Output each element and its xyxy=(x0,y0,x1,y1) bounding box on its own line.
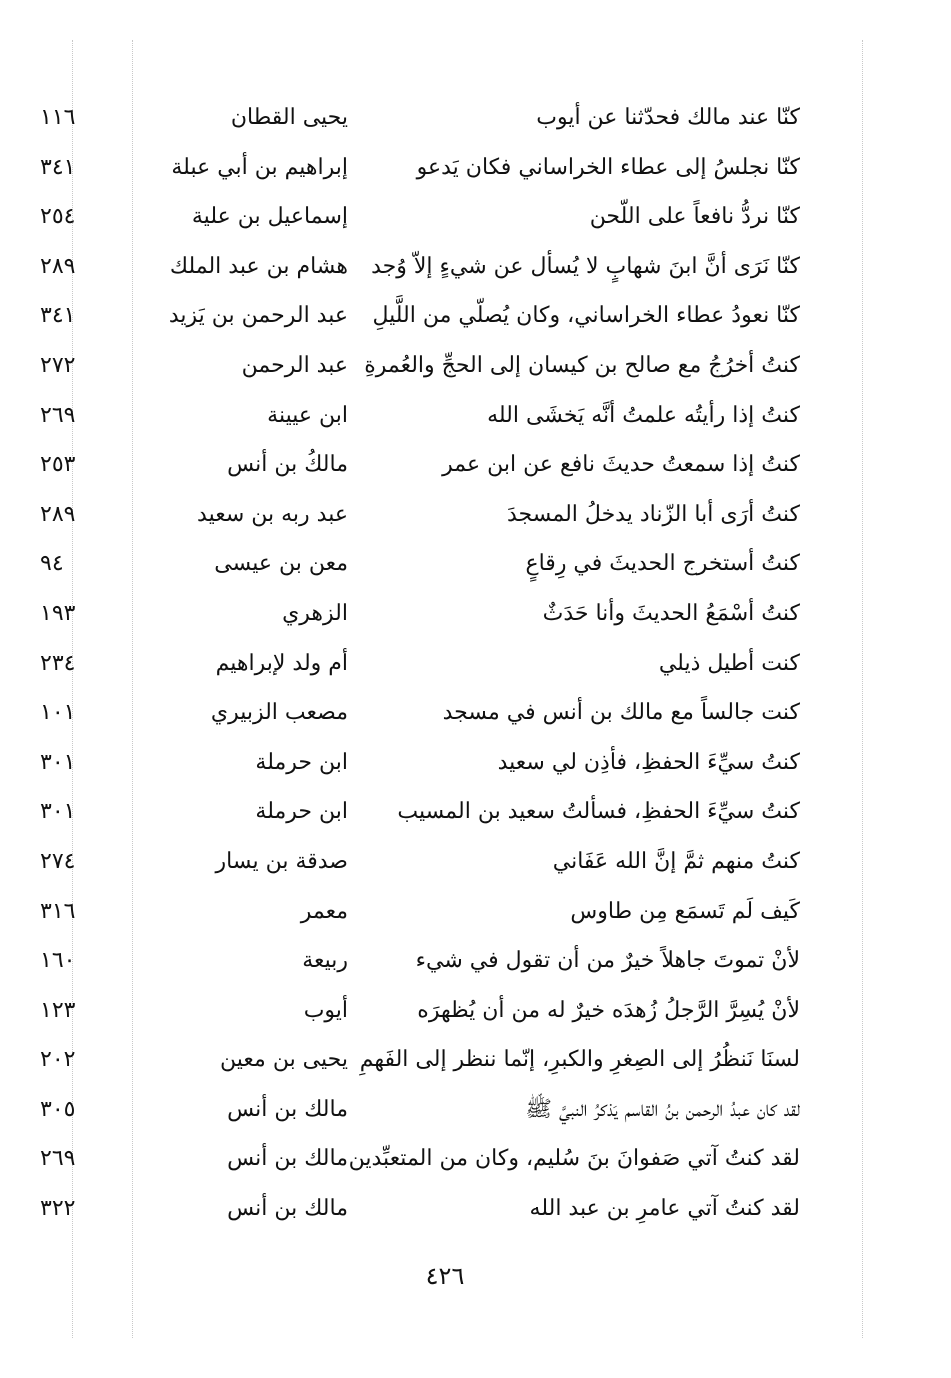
index-row xyxy=(40,936,800,986)
index-row xyxy=(40,1134,800,1184)
index-row xyxy=(40,143,800,193)
quote-text: كَيف لَم تَسمَع مِن طاوس xyxy=(570,898,800,924)
quote-text: كنّا نَرَى أنَّ ابنَ شهابٍ لا يُسأل عن شيءٍ إلاّ وُجد xyxy=(371,253,800,279)
page-reference: ٣٠٥ xyxy=(40,1096,76,1122)
narrator-name: عبد ربه بن سعيد xyxy=(197,501,348,527)
narrator-name: هشام بن عبد الملك xyxy=(169,253,348,279)
page-reference: ٢٣٤ xyxy=(40,650,76,676)
page-reference: ٩٤ xyxy=(40,551,64,577)
index-row xyxy=(40,887,800,937)
quote-text: كنتُ أرَى أبا الزّناد يدخلُ المسجدَ xyxy=(507,501,800,527)
narrator-name: يحيى القطان xyxy=(230,105,348,130)
narrator-name: مالك بن أنس xyxy=(227,1096,348,1122)
index-row xyxy=(40,1035,800,1085)
page-reference: ٢٥٣ xyxy=(40,452,76,478)
narrator-name: ابن حرملة xyxy=(255,799,348,825)
index-row xyxy=(40,1085,800,1135)
page-reference: ٢٨٩ xyxy=(40,501,76,527)
index-row xyxy=(40,589,800,639)
quote-text: كنتُ منهم ثمَّ إنَّ الله عَفَاني xyxy=(552,848,800,874)
page-reference: ١١٦ xyxy=(40,105,76,130)
page-reference: ٢٦٩ xyxy=(40,1146,76,1172)
quote-text: كنتُ أخرُجُ مع صالح بن كيسان إلى الحجِّ والعُمرةِ xyxy=(364,352,800,378)
index-table xyxy=(40,93,800,1234)
page-reference: ١٢٣ xyxy=(40,997,76,1023)
quote-text: لأنْ يُسِرَّ الرَّجلُ زُهدَه خيرٌ له من أن يُظهرَه xyxy=(417,997,800,1023)
index-row xyxy=(40,539,800,589)
index-row xyxy=(40,787,800,837)
narrator-name: مالكُ بن أنس xyxy=(227,452,348,478)
narrator-name: عبد الرحمن xyxy=(241,352,348,378)
narrator-name: ابن عيينة xyxy=(267,402,348,428)
narrator-name: مصعب الزبيري xyxy=(210,700,348,726)
index-row xyxy=(40,440,800,490)
narrator-name: ابن حرملة xyxy=(255,749,348,775)
quote-text: كنّا نردُّ نافعاً على اللّحن xyxy=(589,204,800,230)
quote-text: لقد كنتُ آتي عامرِ بن عبد الله xyxy=(529,1196,800,1222)
page-reference: ٢٠٢ xyxy=(40,1047,76,1073)
quote-text: كنتُ إذا سمعتُ حديثَ نافع عن ابن عمر xyxy=(442,452,800,478)
page-reference: ٣١٦ xyxy=(40,898,76,924)
page-number: ٤٢٦ xyxy=(425,1262,465,1290)
index-row xyxy=(40,837,800,887)
page-reference: ٢٦٩ xyxy=(40,402,76,428)
index-row xyxy=(40,93,800,143)
index-row xyxy=(40,291,800,341)
index-row xyxy=(40,490,800,540)
narrator-name: أيوب xyxy=(303,997,348,1023)
page-reference: ٣٢٢ xyxy=(40,1196,76,1222)
page-reference: ٣٠١ xyxy=(40,749,76,775)
quote-text: كنتُ إذا رأيتُه علمتُ أنَّه يَخشَى الله xyxy=(487,402,800,428)
margin-rule xyxy=(862,40,863,1338)
quote-text: لقد كنتُ آتي صَفوانَ بنَ سُليم، وكان من المتعبِّدين xyxy=(348,1146,800,1172)
quote-text: كنّا عند مالك فحدّثنا عن أيوب xyxy=(536,105,800,130)
page-reference: ٢٧٢ xyxy=(40,352,76,378)
narrator-name: صدقة بن يسار xyxy=(215,848,348,874)
quote-text: لسنَا نَنظُرُ إلى الصِغرِ والكبرِ، إنّما ننظر إلى الفَهمِ xyxy=(359,1047,800,1073)
quote-text: لأنْ تموتَ جاهلاً خيرٌ من أن تقول في شيء xyxy=(415,948,800,974)
narrator-name: مالك بن أنس xyxy=(227,1196,348,1222)
index-row xyxy=(40,738,800,788)
narrator-name: ربيعة xyxy=(302,948,348,974)
page-reference: ١٩٣ xyxy=(40,600,76,626)
quote-text: كنتُ سيِّءَ الحفظِ، فأذِن لي سعيد xyxy=(497,749,800,775)
page-reference: ١٦٠ xyxy=(40,948,76,974)
narrator-name: معن بن عيسى xyxy=(214,551,348,577)
page-reference: ٣٠١ xyxy=(40,799,76,825)
narrator-name: يحيى بن معين xyxy=(220,1047,348,1073)
index-row xyxy=(40,341,800,391)
index-row xyxy=(40,986,800,1036)
quote-text: كنتُ أسْمَعُ الحديثَ وأنا حَدَثٌ xyxy=(542,600,800,626)
narrator-name: إبراهيم بن أبي عبلة xyxy=(171,154,348,180)
index-row xyxy=(40,242,800,292)
page-reference: ٣٤١ xyxy=(40,303,76,329)
narrator-name: إسماعيل بن علية xyxy=(191,204,348,230)
quote-text: كنت جالساً مع مالك بن أنس في مسجد xyxy=(442,700,800,726)
narrator-name: الزهري xyxy=(282,600,348,626)
narrator-name: أم ولد لإبراهيم xyxy=(215,650,348,676)
page-reference: ٢٧٤ xyxy=(40,848,76,874)
narrator-name: معمر xyxy=(300,898,348,924)
quote-text: لقد كان عبدُ الرحمن بنُ القاسم يَذكرُ النبيَّ ﷺ xyxy=(525,1096,800,1122)
quote-text: كنتُ أستخرج الحديثَ في رِقاعٍ xyxy=(525,551,800,577)
quote-text: كنت أطيل ذيلي xyxy=(658,650,800,676)
index-row xyxy=(40,1184,800,1234)
index-row xyxy=(40,688,800,738)
narrator-name: عبد الرحمن بن يَزيد xyxy=(168,303,348,329)
quote-text: كنتُ سيِّءَ الحفظِ، فسألتُ سعيد بن المسيب xyxy=(397,799,800,825)
page-reference: ١٠١ xyxy=(40,700,76,726)
quote-text: كنّا نجلسُ إلى عطاء الخراساني فكان يَدعو xyxy=(416,154,800,180)
page-reference: ٢٨٩ xyxy=(40,253,76,279)
page-reference: ٢٥٤ xyxy=(40,204,76,230)
page-reference: ٣٤١ xyxy=(40,154,76,180)
index-row xyxy=(40,639,800,689)
quote-text: كنّا نعودُ عطاء الخراساني، وكان يُصلّي من اللَّيلِ xyxy=(372,303,800,329)
index-row xyxy=(40,192,800,242)
narrator-name: مالك بن أنس xyxy=(227,1146,348,1172)
index-row xyxy=(40,391,800,441)
